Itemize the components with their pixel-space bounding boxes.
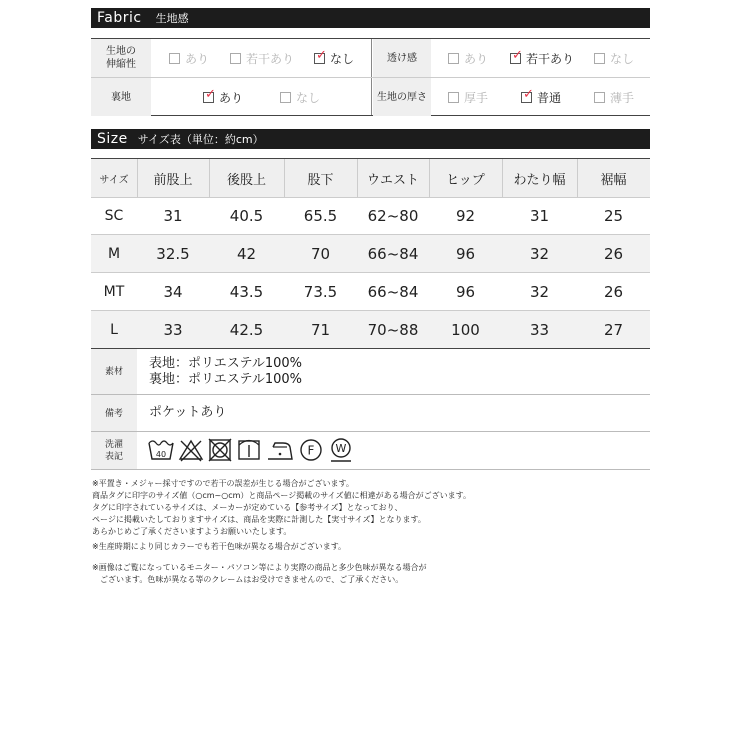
checkbox-icon: [448, 92, 459, 103]
size-value-cell: 96: [455, 245, 476, 263]
material-line-2: 裏地：ポリエステル100%: [149, 372, 302, 387]
note-line: ※平置き・メジャー採寸ですので若干の誤差が生じる場合がございます。: [92, 479, 354, 488]
lining-option-yes: ✓ あり: [205, 87, 244, 105]
size-value-cell: 32: [529, 245, 550, 263]
fabric-header-bar: [91, 8, 650, 28]
size-value-cell: 31: [163, 207, 183, 225]
note-line: 商品タグに印字のサイズ値（○cm~○cm）と商品ページ掲載のサイズ値に相違がある場合がございます。: [92, 491, 471, 500]
size-value-cell: 26: [603, 283, 624, 301]
header-inseam: 股下: [307, 172, 334, 188]
wash-40-icon: [147, 437, 175, 463]
size-value-cell: 92: [455, 207, 476, 225]
size-table: [91, 158, 650, 339]
size-value-cell: 71: [310, 321, 331, 339]
size-name-cell: L: [110, 322, 118, 338]
stretch-option-slight: 若干あり: [230, 50, 294, 67]
svg-text:W: W: [335, 442, 347, 455]
size-value-cell: 43.5: [229, 283, 264, 301]
svg-text:40: 40: [155, 450, 167, 459]
header-back-rise: 後股上: [226, 172, 266, 188]
header-front-rise: 前股上: [153, 172, 193, 188]
size-name-cell: MT: [103, 284, 125, 300]
size-value-cell: 25: [603, 207, 624, 225]
iron-low-icon: [265, 437, 295, 463]
material-label: 素材: [91, 349, 137, 395]
care-icons: [147, 437, 355, 463]
size-name-cell: M: [107, 246, 121, 262]
lining-label: 裏地: [91, 78, 151, 116]
size-value-cell: 33: [163, 321, 183, 339]
table-row: [91, 235, 650, 273]
size-value-cell: 66~84: [367, 245, 419, 263]
care-label: 洗濯 表記: [91, 432, 137, 469]
material-line-1: 表地：ポリエステル100%: [149, 356, 302, 371]
care-row: [91, 431, 650, 470]
row-divider: [91, 310, 650, 311]
checkbox-icon: [594, 53, 605, 64]
thickness-option-normal: ✓ 普通: [523, 87, 562, 105]
table-row: [91, 273, 650, 311]
size-value-cell: 73.5: [303, 283, 338, 301]
row-divider: [91, 272, 650, 273]
header-waist: ウエスト: [366, 172, 419, 188]
size-value-cell: 32: [529, 283, 550, 301]
lining-option-none: なし: [280, 89, 320, 106]
sheer-label: 透け感: [373, 39, 431, 77]
checked-checkbox-icon: ✓: [512, 48, 523, 63]
size-value-cell: 32.5: [156, 245, 190, 263]
fabric-title-en: Fabric: [97, 10, 142, 26]
table-row: [91, 311, 650, 349]
note-line: ございます。色味が異なる等のクレームはお受けできませんので、ご了承ください。: [92, 575, 404, 584]
checked-checkbox-icon: ✓: [316, 48, 327, 63]
size-value-cell: 62~80: [367, 207, 419, 225]
size-value-cell: 96: [455, 283, 476, 301]
fabric-row-1: [91, 39, 650, 77]
checkbox-icon: [230, 53, 241, 64]
thickness-option-thick: 厚手: [448, 89, 488, 106]
size-name-cell: SC: [104, 208, 124, 224]
size-table-header-row: [91, 159, 650, 198]
size-value-cell: 70: [310, 245, 331, 263]
checkbox-icon: [280, 92, 291, 103]
stretch-label: 生地の 伸縮性: [91, 39, 151, 77]
size-value-cell: 34: [163, 283, 183, 301]
checkbox-icon: [169, 53, 180, 64]
remarks-row: [91, 394, 650, 432]
size-value-cell: 33: [529, 321, 550, 339]
svg-text:F: F: [307, 443, 315, 458]
no-tumble-dry-icon: [207, 437, 233, 463]
size-value-cell: 100: [451, 321, 480, 339]
row-divider: [91, 234, 650, 235]
size-value-cell: 70~88: [367, 321, 419, 339]
header-size: サイズ: [99, 174, 129, 186]
thickness-label: 生地の厚さ: [373, 78, 431, 116]
size-value-cell: 42.5: [229, 321, 264, 339]
header-hip: ヒップ: [446, 172, 485, 188]
fabric-title-jp: 生地感: [155, 12, 189, 25]
note-line: タグに印字されているサイズは、メーカーが定めている【参考サイズ】となっており、: [92, 503, 403, 512]
checked-checkbox-icon: ✓: [205, 87, 216, 102]
wet-clean-w-icon: [327, 437, 355, 463]
size-value-cell: 65.5: [303, 207, 338, 225]
checkbox-icon: [448, 53, 459, 64]
material-row: [91, 348, 650, 395]
size-value-cell: 42: [236, 245, 257, 263]
size-value-cell: 31: [529, 207, 550, 225]
size-value-cell: 26: [603, 245, 624, 263]
note-line: ページに掲載いたしておりますサイズは、商品を実際に計測した【実寸サイズ】となります。: [92, 515, 426, 524]
sheer-option-none: なし: [594, 50, 634, 67]
size-value-cell: 27: [603, 321, 624, 339]
header-hem-width: 裾幅: [600, 172, 627, 188]
line-dry-icon: [236, 437, 262, 463]
table-row: [91, 197, 650, 235]
note-line: あらかじめご了承くださいますようお願いいたします。: [92, 527, 292, 536]
remarks-value: ポケットあり: [149, 405, 227, 420]
stretch-option-yes: あり: [169, 50, 209, 67]
remarks-label: 備考: [91, 395, 137, 432]
no-bleach-icon: [178, 437, 204, 463]
checked-checkbox-icon: ✓: [523, 87, 534, 102]
note-line: ※生産時期により同じカラーでも若干色味が異なる場合がございます。: [92, 542, 347, 551]
size-title-en: Size: [97, 131, 128, 147]
sheer-option-yes: あり: [448, 50, 488, 67]
checkbox-icon: [594, 92, 605, 103]
dry-clean-f-icon: [298, 437, 324, 463]
fabric-table: [91, 38, 650, 116]
size-title-jp: サイズ表（単位：約cm）: [137, 133, 264, 146]
sheer-option-slight: ✓ 若干あり: [512, 48, 575, 66]
size-value-cell: 66~84: [367, 283, 419, 301]
thickness-option-thin: 薄手: [594, 89, 634, 106]
fabric-row-2: [91, 77, 650, 116]
stretch-option-none: ✓ なし: [316, 48, 355, 66]
size-value-cell: 40.5: [229, 207, 264, 225]
note-line: ※画像はご覧になっているモニター・パソコン等により実際の商品と多少色味が異なる場合が: [92, 563, 427, 572]
size-header-bar: [91, 129, 650, 149]
header-thigh-width: わたり幅: [513, 172, 566, 188]
